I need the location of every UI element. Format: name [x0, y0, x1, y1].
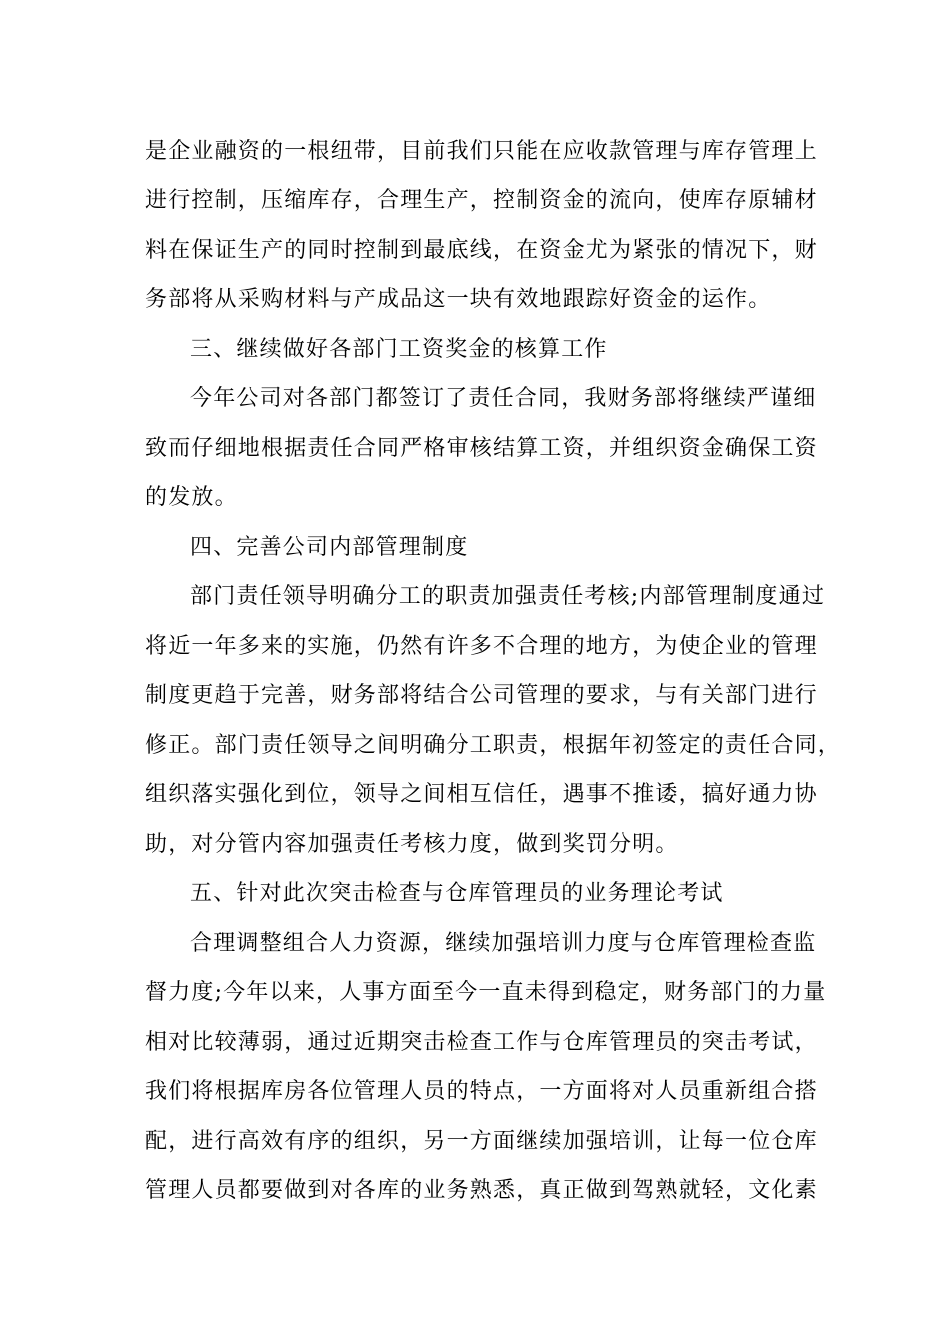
text-line: 组织落实强化到位，领导之间相互信任，遇事不推诿，搞好通力协	[145, 782, 818, 807]
text-line: 相对比较薄弱，通过近期突击检查工作与仓库管理员的突击考试，	[145, 1030, 818, 1055]
text-line: 助，对分管内容加强责任考核力度，做到奖罚分明。	[145, 832, 679, 857]
text-line: 我们将根据库房各位管理人员的特点，一方面将对人员重新组合搭	[145, 1079, 818, 1104]
text-line: 督力度;今年以来，人事方面至今一直未得到稳定，财务部门的力量	[145, 980, 827, 1005]
text-line: 制度更趋于完善，财务部将结合公司管理的要求，与有关部门进行	[145, 683, 818, 708]
text-line: 将近一年多来的实施，仍然有许多不合理的地方，为使企业的管理	[145, 634, 818, 659]
section-heading: 三、继续做好各部门工资奖金的核算工作	[190, 337, 608, 362]
text-line: 的发放。	[145, 485, 238, 510]
text-line: 料在保证生产的同时控制到最底线，在资金尤为紧张的情况下，财	[145, 238, 818, 263]
text-line: 进行控制，压缩库存，合理生产，控制资金的流向，使库存原辅材	[145, 188, 818, 213]
text-line: 务部将从采购材料与产成品这一块有效地跟踪好资金的运作。	[145, 287, 772, 312]
text-line: 合理调整组合人力资源，继续加强培训力度与仓库管理检查监	[190, 931, 817, 956]
text-line: 部门责任领导明确分工的职责加强责任考核;内部管理制度通过	[190, 584, 826, 609]
section-heading: 四、完善公司内部管理制度	[190, 535, 469, 560]
text-line: 修正。部门责任领导之间明确分工职责，根据年初签定的责任合同，	[145, 733, 842, 758]
text-line: 管理人员都要做到对各库的业务熟悉，真正做到驾熟就轻，文化素	[145, 1178, 818, 1203]
text-line: 今年公司对各部门都签订了责任合同，我财务部将继续严谨细	[190, 386, 817, 411]
text-line: 致而仔细地根据责任合同严格审核结算工资，并组织资金确保工资	[145, 436, 818, 461]
text-line: 配，进行高效有序的组织，另一方面继续加强培训，让每一位仓库	[145, 1129, 818, 1154]
section-heading: 五、针对此次突击检查与仓库管理员的业务理论考试	[190, 881, 724, 906]
text-line: 是企业融资的一根纽带，目前我们只能在应收款管理与库存管理上	[145, 139, 818, 164]
